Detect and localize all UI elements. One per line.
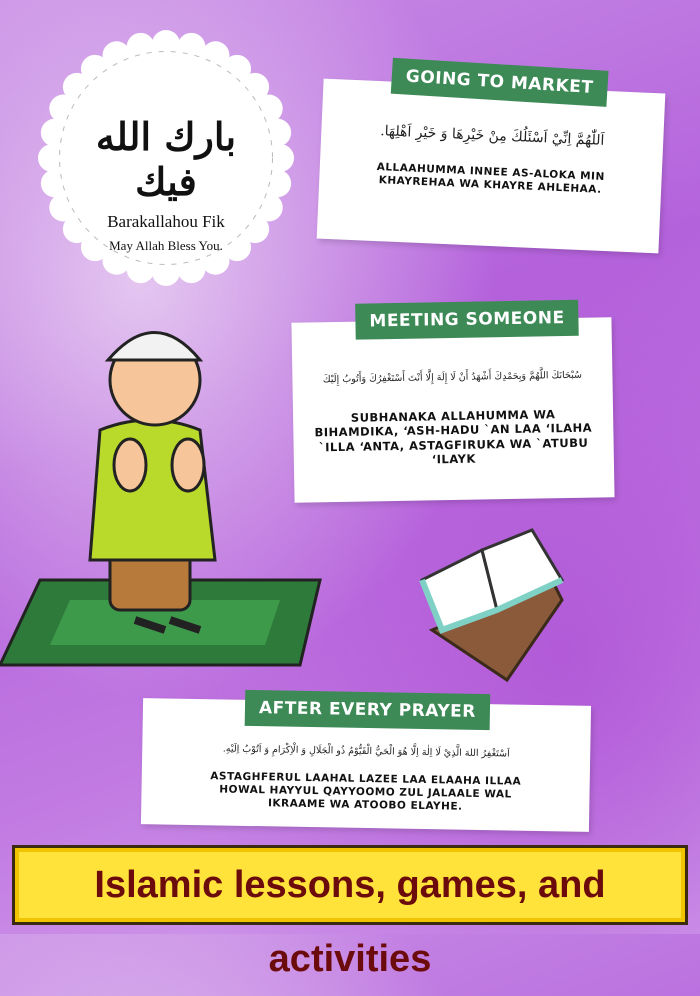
bottom-banner	[12, 845, 688, 980]
badge-translation: May Allah Bless You.	[109, 238, 223, 253]
quran-stand-illustration	[412, 520, 572, 690]
card-transliteration: SUBHANAKA ALLAHUMMA WA BIHAMDIKA, ‘ASH-HADU `AN LAA ‘ILAHA `ILLA ‘ANTA, ASTAGFIRUKA WA `ATUBU ‘ILAYK	[314, 407, 593, 467]
card-arabic: اَسْتَغْفِرُ اللهَ الَّذِيْ لَا اِلٰهَ اِلَّا هُوَ الْحَيُّ الْقَيُّوْمُ ذُو الْجَلَالِ وَ الْاِكْرَامِ وَ اَتُوْبُ اِلَيْهِ.	[222, 743, 510, 760]
card-going-to-market	[317, 66, 666, 254]
blessing-badge	[38, 30, 294, 286]
card-arabic: اَللّٰهُمَّ اِنِّيْ اَسْئَلُكَ مِنْ خَيْرِهَا وَ خَيْرِ اَهْلِهَا.	[379, 123, 605, 149]
card-transliteration: ASTAGHFERUL LAAHAL LAZEE LAA ELAAHA ILLAA HOWAL HAYYUL QAYYOOMO ZUL JALAALE WAL IKRAAME WA ATOOBO ELAYHE.	[210, 770, 522, 813]
card-title: AFTER EVERY PRAYER	[245, 690, 490, 730]
card-title: MEETING SOMEONE	[355, 300, 579, 340]
card-arabic: سُبْحَانَكَ اللَّهُمَّ وَبِحَمْدِكَ أَشْهَدُ أَنْ لَا إِلَهَ إِلَّا أَنْتَ أَسْتَغْفِرُكَ وَأَتُوبُ إِلَيْكَ	[322, 369, 583, 386]
banner-text: Islamic lessons, games, and activities	[94, 864, 606, 980]
card-title: GOING TO MARKET	[391, 58, 609, 107]
badge-transliteration: Barakallahou Fik	[107, 212, 225, 231]
card-after-every-prayer	[141, 698, 591, 832]
card-transliteration: ALLAAHUMMA INNEE AS-ALOKA MIN KHAYREHAA WA KHAYRE AHLEHAA.	[376, 161, 606, 196]
badge-arabic: بارك الله فيك	[95, 114, 237, 204]
card-meeting-someone	[291, 308, 614, 503]
praying-boy-illustration	[0, 310, 330, 740]
